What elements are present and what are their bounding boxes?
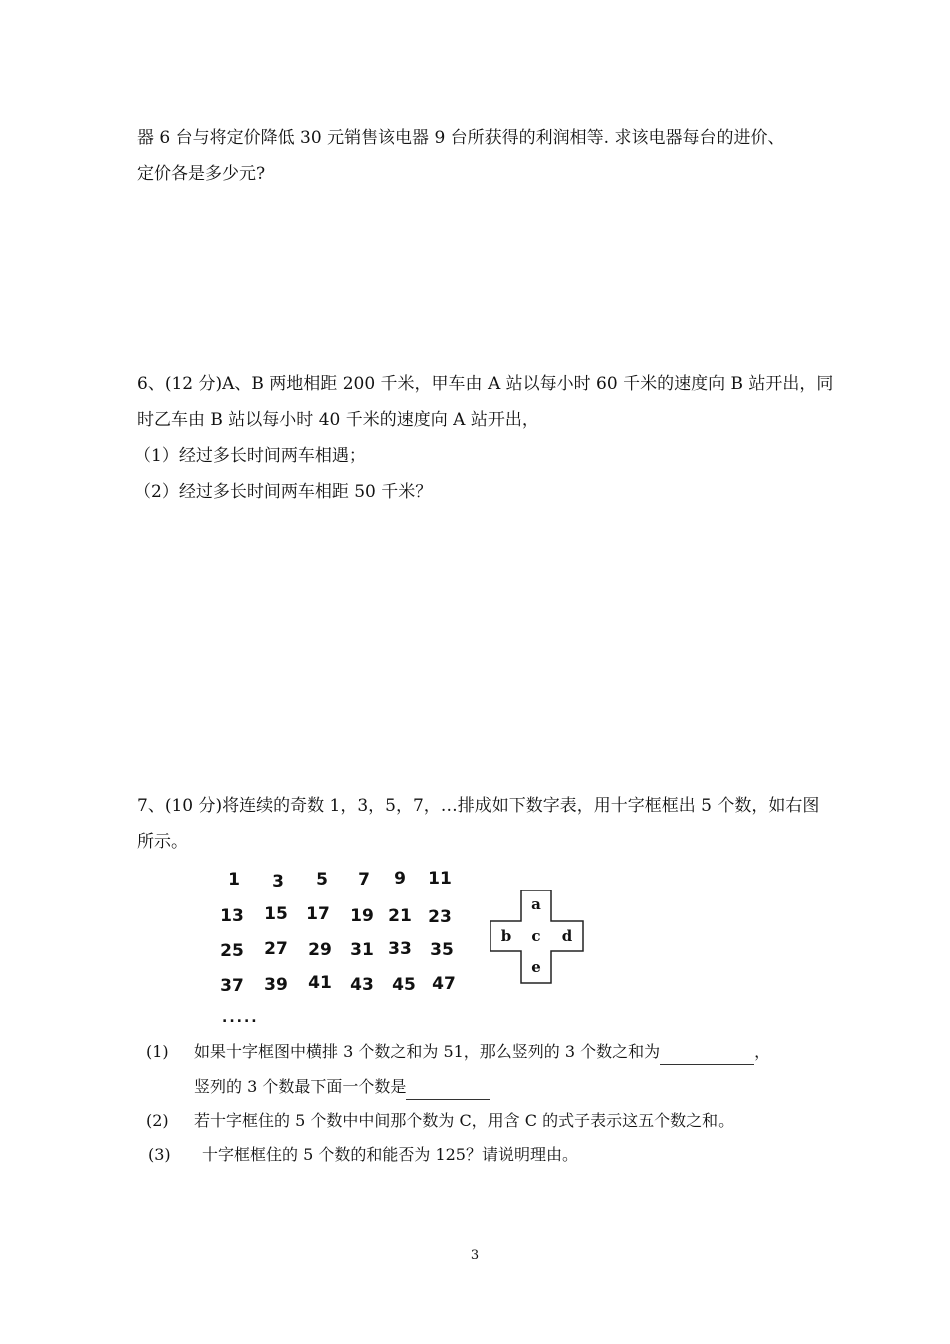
q7-part-1-line-2 xyxy=(194,1075,490,1100)
table-cell: 25 xyxy=(220,941,244,961)
table-cell: 15 xyxy=(264,904,288,924)
table-cell: 13 xyxy=(220,906,244,926)
table-cell: 7 xyxy=(358,870,370,890)
q6-part-1: （1）经过多长时间两车相遇； xyxy=(134,446,366,466)
q7-part-1-line-2-text: 竖列的 3 个数最下面一个数是 xyxy=(194,1077,407,1096)
table-cell: 1 xyxy=(228,870,240,890)
cross-label-c: c xyxy=(531,927,541,945)
q7-part-2-number: (2) xyxy=(146,1111,169,1130)
q7-part-3-number: (3) xyxy=(148,1145,171,1164)
table-cell: 47 xyxy=(432,974,456,994)
table-cell: 29 xyxy=(308,940,332,960)
cross-label-d: d xyxy=(561,927,573,945)
q5-line-2: 定价各是多少元? xyxy=(137,164,266,184)
q7-part-2: 若十字框住的 5 个数中中间那个数为 C，用含 C 的式子表示这五个数之和。 xyxy=(194,1111,735,1130)
table-cell: 19 xyxy=(350,906,374,926)
q7-part-1-text: 如果十字框图中横排 3 个数之和为 51，那么竖列的 3 个数之和为 xyxy=(194,1042,661,1061)
table-cell: 37 xyxy=(220,976,244,996)
q7-part-1 xyxy=(194,1040,770,1065)
cross-label-b: b xyxy=(500,927,512,945)
q6-line-1: 6、(12 分)A、B 两地相距 200 千米，甲车由 A 站以每小时 60 千米的速度向 B 站开出，同 xyxy=(137,374,834,394)
cross-label-a: a xyxy=(531,895,541,913)
table-ellipsis: ..... xyxy=(222,1010,259,1026)
table-cell: 35 xyxy=(430,940,454,960)
table-cell: 11 xyxy=(428,869,452,889)
table-cell: 45 xyxy=(392,975,416,995)
table-cell: 33 xyxy=(388,939,412,959)
table-cell: 21 xyxy=(388,906,412,926)
q7-line-1: 7、(10 分)将连续的奇数 1，3，5，7，…排成如下数字表，用十字框框出 5 个数，如右图 xyxy=(137,796,820,816)
table-cell: 23 xyxy=(428,907,452,927)
table-cell: 41 xyxy=(308,973,332,993)
q7-line-2: 所示。 xyxy=(137,832,188,852)
q7-part-3: 十字框框住的 5 个数的和能否为 125？请说明理由。 xyxy=(202,1145,578,1164)
q5-line-1: 器 6 台与将定价降低 30 元销售该电器 9 台所获得的利润相等. 求该电器每台的进价、 xyxy=(137,128,785,148)
q6-line-2: 时乙车由 B 站以每小时 40 千米的速度向 A 站开出， xyxy=(137,410,539,430)
table-cell: 39 xyxy=(264,975,288,995)
table-cell: 31 xyxy=(350,940,374,960)
table-cell: 27 xyxy=(264,939,288,959)
page-number: 3 xyxy=(470,1248,480,1263)
table-cell: 43 xyxy=(350,975,374,995)
q6-part-2: （2）经过多长时间两车相距 50 千米？ xyxy=(134,482,433,502)
q7-part-1-number: (1) xyxy=(146,1042,169,1061)
answer-blank-1[interactable] xyxy=(660,1040,754,1065)
cross-frame-diagram xyxy=(490,890,584,984)
table-cell: 9 xyxy=(394,869,406,889)
cross-label-e: e xyxy=(531,958,541,976)
table-cell: 3 xyxy=(272,872,284,892)
q7-part-1-end: ， xyxy=(754,1042,771,1061)
table-cell: 5 xyxy=(316,870,328,890)
table-cell: 17 xyxy=(306,904,330,924)
answer-blank-2[interactable] xyxy=(406,1075,490,1100)
